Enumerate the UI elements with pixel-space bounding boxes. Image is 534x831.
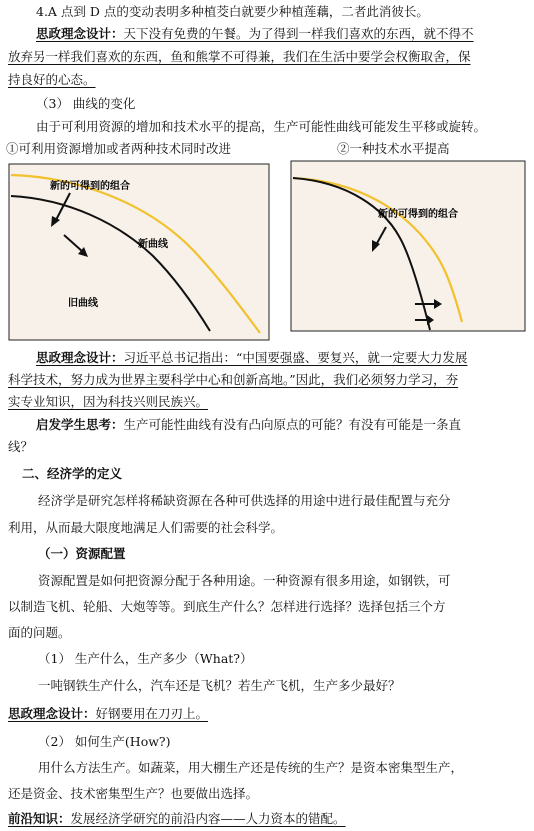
resource-paragraph: 资源配置是如何把资源分配于各种用途。一种资源有很多用途，如钢铁，可 xyxy=(38,573,451,588)
case-label-2: ②一种技术水平提高 xyxy=(337,141,450,156)
ideology-design-2 xyxy=(36,349,467,366)
paragraph: 由于可利用资源的增加和技术水平的提高，生产可能性曲线可能发生平移或旋转。 xyxy=(36,119,487,134)
definition-paragraph: 利用，从而最大限度地满足人们需要的社会科学。 xyxy=(8,520,284,535)
resource-paragraph: 以制造飞机、轮船、大炮等等。到底生产什么？怎样进行选择？选择包括三个方 xyxy=(8,599,446,614)
ideology-label: 思政理念设计： xyxy=(8,706,96,721)
frontier-text: 发展经济学研究的前沿内容——人力资本的错配。 xyxy=(70,811,346,826)
point-change-text: 4.A 点到 D 点的变动表明多种植茭白就要少种植莲藕，二者此消彼长。 xyxy=(36,4,429,19)
ideology-label: 思政理念设计： xyxy=(36,26,124,41)
ideology-text: 科学技术，努力成为世界主要科学中心和创新高地。”因此，我们必须努力学习，夯 xyxy=(8,372,459,387)
question-how: （2） 如何生产(How?) xyxy=(38,734,171,749)
ideology-design-3 xyxy=(8,705,208,722)
ideology-text: 放弃另一样我们喜欢的东西，鱼和熊掌不可得兼，我们在生活中要学会权衡取舍，保 xyxy=(8,49,471,64)
chart-frame xyxy=(9,164,269,340)
section-heading: （3） 曲线的变化 xyxy=(36,96,136,111)
ideology-label: 思政理念设计： xyxy=(36,350,124,365)
label-new-curve: 新曲线 xyxy=(138,239,168,250)
section-heading-economics: 二、经济学的定义 xyxy=(22,466,123,481)
frontier-label: 前沿知识： xyxy=(8,811,71,826)
question-what-body: 一吨钢铁生产什么，汽车还是飞机？若生产飞机，生产多少最好？ xyxy=(38,678,401,693)
label-new-combo: 新的可得到的组合 xyxy=(50,181,130,192)
definition-paragraph: 经济学是研究怎样将稀缺资源在各种可供选择的用途中进行最佳配置与充分 xyxy=(38,493,451,508)
student-thinking xyxy=(36,416,461,433)
subsection-heading: （一）资源配置 xyxy=(38,546,126,561)
question-what: （1） 生产什么，生产多少（What?） xyxy=(38,651,253,666)
ideology-text: 持良好的心态。 xyxy=(8,72,96,87)
thinking-text: 线？ xyxy=(8,439,34,454)
label-old-curve: 旧曲线 xyxy=(68,298,98,309)
question-how-body: 还是资金、技术密集型生产？也要做出选择。 xyxy=(8,786,259,801)
ideology-text: 天下没有免费的午餐。为了得到一样我们喜欢的东西，就不得不 xyxy=(123,26,474,41)
frontier-knowledge xyxy=(8,810,346,827)
thinking-text: 生产可能性曲线有没有凸向原点的可能？有没有可能是一条直 xyxy=(123,417,462,432)
resource-paragraph: 面的问题。 xyxy=(8,625,71,640)
case-label-1: ①可利用资源增加或者两种技术同时改进 xyxy=(6,141,232,156)
ideology-text: 习近平总书记指出：“中国要强盛、要复兴，就一定要大力发展 xyxy=(123,350,468,365)
ppf-rotation-chart xyxy=(290,160,526,332)
question-how-body: 用什么方法生产。如蔬菜，用大棚生产还是传统的生产？是资本密集型生产， xyxy=(38,760,464,775)
chart-frame xyxy=(291,161,525,331)
ideology-text: 好钢要用在刀刃上。 xyxy=(95,706,209,721)
ideology-text: 实专业知识，因为科技兴则民族兴。 xyxy=(8,394,209,409)
ppf-shift-chart xyxy=(8,163,270,341)
label-new-combo: 新的可得到的组合 xyxy=(378,209,458,220)
ideology-design-1 xyxy=(36,25,474,42)
thinking-label: 启发学生思考： xyxy=(36,417,124,432)
